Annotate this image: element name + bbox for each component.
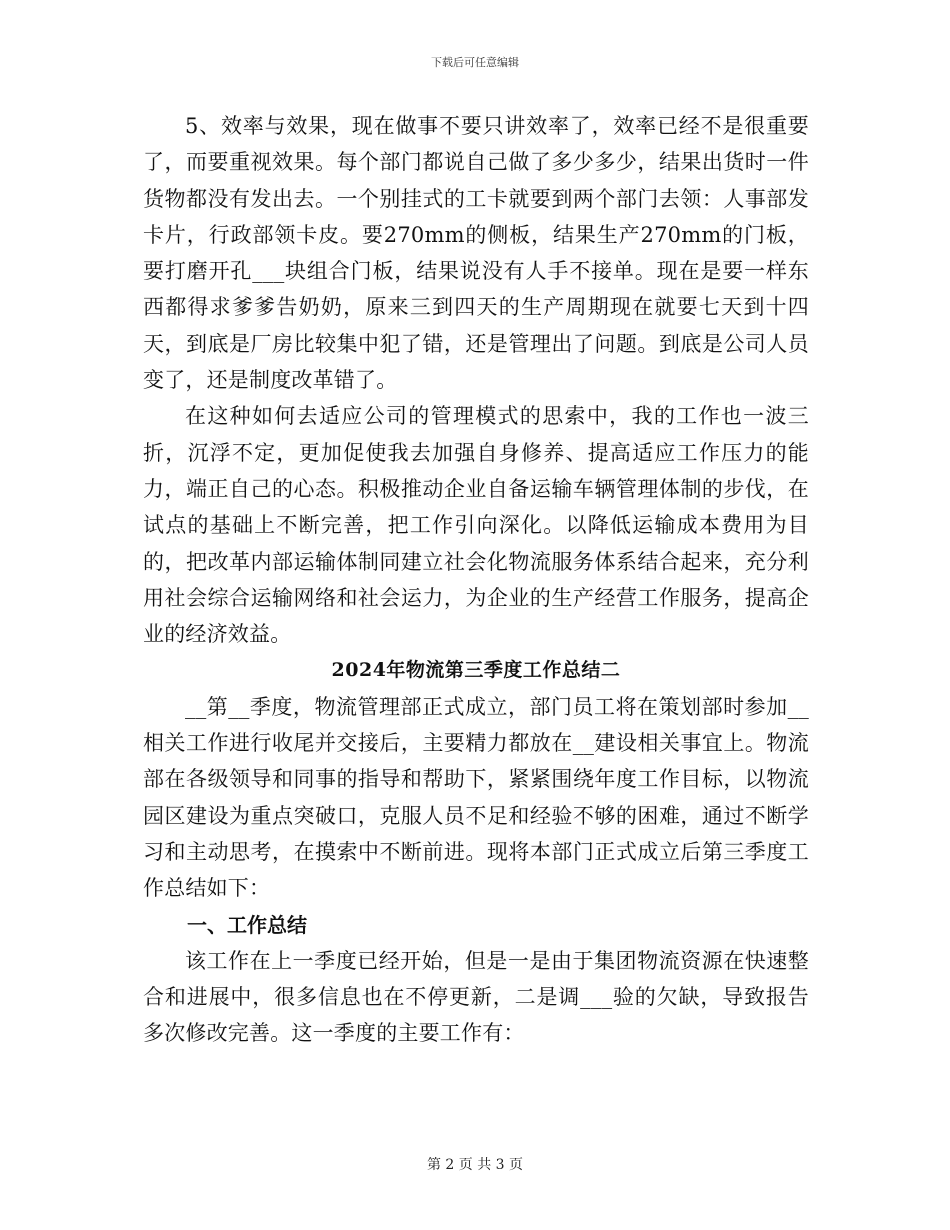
body-paragraph: 该工作在上一季度已经开始，但是一是由于集团物流资源在快速整合和进展中，很多信息也在不停更新，二是调___验的欠缺，导致报告多次修改完善。这一季度的主要工作有： — [143, 948, 809, 1046]
document-body — [143, 108, 809, 1052]
body-paragraph: 在这种如何去适应公司的管理模式的思索中，我的工作也一波三折，沉浮不定，更加促使我去加强自身修养、提高适应工作压力的能力，端正自己的心态。积极推动企业自备运输车辆管理体制的步伐，在试点的基础上不断完善，把工作引向深化。以降低运输成本费用为目的，把改革内部运输体制同建立社会化物流服务体系结合起来，充分利用社会综合运输网络和社会运力，为企业的生产经营工作服务，提高企业的经济效益。 — [143, 404, 809, 647]
body-paragraph: 5、效率与效果，现在做事不要只讲效率了，效率已经不是很重要了，而要重视效果。每个部门都说自己做了多少多少，结果出货时一件货物都没有发出去。一个别挂式的工卡就要到两个部门去领：人事部发卡片，行政部领卡皮。要270mm的侧板，结果生产270mm的门板，要打磨开孔___块组合门板，结果说没有人手不接单。现在是要一样东西都得求爹爹告奶奶，原来三到四天的生产周期现在就要七天到十四天，到底是厂房比较集中犯了错，还是管理出了问题。到底是公司人员变了，还是制度改革错了。 — [143, 114, 809, 393]
section-title: 2024年物流第三季度工作总结二 — [331, 659, 621, 682]
subheading: 一、工作总结 — [187, 912, 307, 937]
page-number: 第 2 页 共 3 页 — [426, 1157, 524, 1173]
page-header: 下载后可任意编辑 — [431, 56, 519, 69]
body-paragraph: __第__季度，物流管理部正式成立，部门员工将在策划部时参加__相关工作进行收尾并交接后，主要精力都放在__建设相关事宜上。物流部在各级领导和同事的指导和帮助下，紧紧围绕年度工作目标，以物流园区建设为重点突破口，克服人员不足和经验不够的困难，通过不断学习和主动思考，在摸索中不断前进。现将本部门正式成立后第三季度工作总结如下： — [143, 694, 809, 901]
